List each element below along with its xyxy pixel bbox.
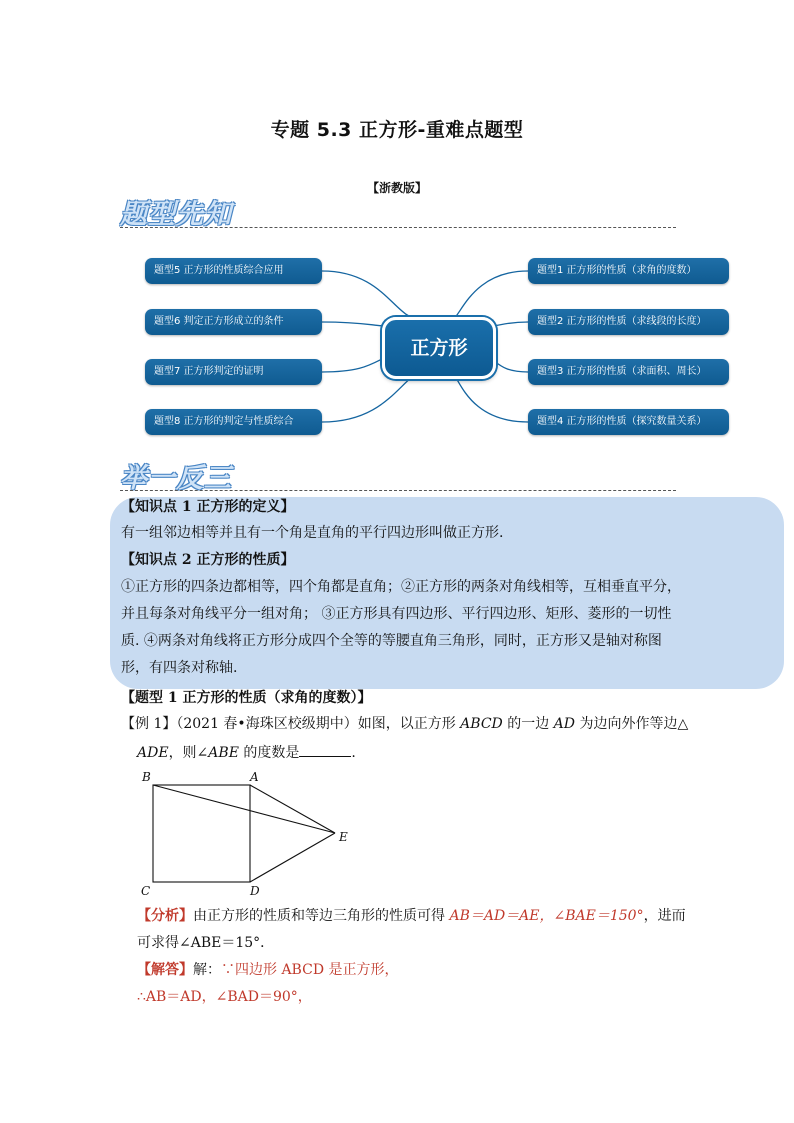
- text: 的度数是: [238, 745, 300, 761]
- example1-tail: 为边向外作等边△: [579, 716, 689, 732]
- solution-line1: ∵四边形 ABCD 是正方形，: [221, 962, 399, 978]
- solution-line2: ∴AB＝AD，∠BAD＝90°，: [137, 989, 312, 1005]
- square-abcd: [153, 785, 250, 882]
- branch-left-3: [322, 358, 384, 372]
- analysis-equation: AB＝AD＝AE，∠BAE＝150°: [449, 908, 644, 924]
- kp2-line: ①正方形的四条边都相等，四个角都是直角；②正方形的两条对角线相等，互相垂直平分，: [121, 579, 681, 595]
- analysis-text: ，进而: [643, 908, 686, 924]
- var-abcd: ABCD: [460, 716, 503, 732]
- mindmap-center-node[interactable]: 正方形: [382, 317, 496, 379]
- label-a: A: [250, 770, 259, 784]
- branch-right-1: [452, 271, 528, 319]
- analysis-line1: [137, 906, 686, 926]
- kp2-line: 形，有四条对称轴.: [121, 660, 238, 676]
- section-divider: [120, 490, 676, 491]
- analysis-line2: 可求得∠ABE＝15°．: [137, 935, 275, 951]
- branch-left-1: [322, 271, 420, 319]
- solution-intro: 解：: [193, 962, 221, 978]
- example1-mid: 的一边: [507, 716, 550, 732]
- label-b: B: [142, 770, 151, 784]
- kp2-heading: 【知识点 2 正方形的性质】: [121, 552, 295, 568]
- answer-blank[interactable]: [299, 742, 351, 757]
- topic-2-pill[interactable]: 题型2 正方形的性质（求线段的长度）: [528, 309, 729, 335]
- topic-6-pill[interactable]: 题型6 判定正方形成立的条件: [145, 309, 322, 335]
- kp2-line: 质. ④两条对角线将正方形分成四个全等的等腰直角三角形，同时，正方形又是轴对称图: [121, 633, 662, 649]
- label-e: E: [339, 830, 348, 844]
- analysis-tag: 【分析】: [137, 908, 193, 924]
- branch-right-4: [452, 372, 528, 422]
- kp2-line: 并且每条对角线平分一组对角； ③正方形具有四边形、平行四边形、矩形、菱形的一切性: [121, 606, 672, 622]
- section-title-practice: 举一反三: [120, 463, 232, 494]
- page-title: 专题 5.3 正方形-重难点题型: [270, 119, 524, 141]
- segment-be: [153, 785, 335, 833]
- example1-line1: [121, 714, 688, 734]
- edition-label: 【浙教版】: [366, 181, 427, 195]
- topic-8-pill[interactable]: 题型8 正方形的判定与性质综合: [145, 409, 322, 435]
- topic-5-pill[interactable]: 题型5 正方形的性质综合应用: [145, 258, 322, 284]
- segment-de: [250, 833, 335, 882]
- analysis-text: 由正方形的性质和等边三角形的性质可得: [193, 908, 450, 924]
- topic1-heading: 【题型 1 正方形的性质（求角的度数）】: [121, 690, 372, 706]
- label-d: D: [250, 884, 260, 898]
- var-abe: ABE: [208, 745, 239, 761]
- solution-line0: [137, 960, 399, 980]
- solution-tag: 【解答】: [137, 962, 193, 978]
- var-ad: AD: [553, 716, 576, 732]
- label-c: C: [141, 884, 151, 898]
- section-title-preview: 题型先知: [120, 199, 232, 230]
- kp1-heading: 【知识点 1 正方形的定义】: [121, 499, 295, 515]
- text: ，则∠: [168, 745, 209, 761]
- var-ade: ADE: [137, 745, 169, 761]
- topic-3-pill[interactable]: 题型3 正方形的性质（求面积、周长）: [528, 359, 729, 385]
- section-divider: [120, 227, 676, 228]
- branch-right-2: [490, 322, 528, 326]
- geometry-figure: [135, 768, 365, 903]
- text: .: [351, 745, 356, 761]
- example1-prefix: 【例 1】（2021 春•海珠区校级期中）如图，以正方形: [121, 716, 456, 732]
- branch-left-2: [322, 322, 384, 326]
- segment-ae: [250, 785, 335, 833]
- topic-4-pill[interactable]: 题型4 正方形的性质（探究数量关系）: [528, 409, 729, 435]
- branch-left-4: [322, 372, 420, 422]
- example1-line2: [137, 742, 356, 763]
- topic-1-pill[interactable]: 题型1 正方形的性质（求角的度数）: [528, 258, 729, 284]
- topic-7-pill[interactable]: 题型7 正方形判定的证明: [145, 359, 322, 385]
- kp1-text: 有一组邻边相等并且有一个角是直角的平行四边形叫做正方形.: [121, 525, 504, 541]
